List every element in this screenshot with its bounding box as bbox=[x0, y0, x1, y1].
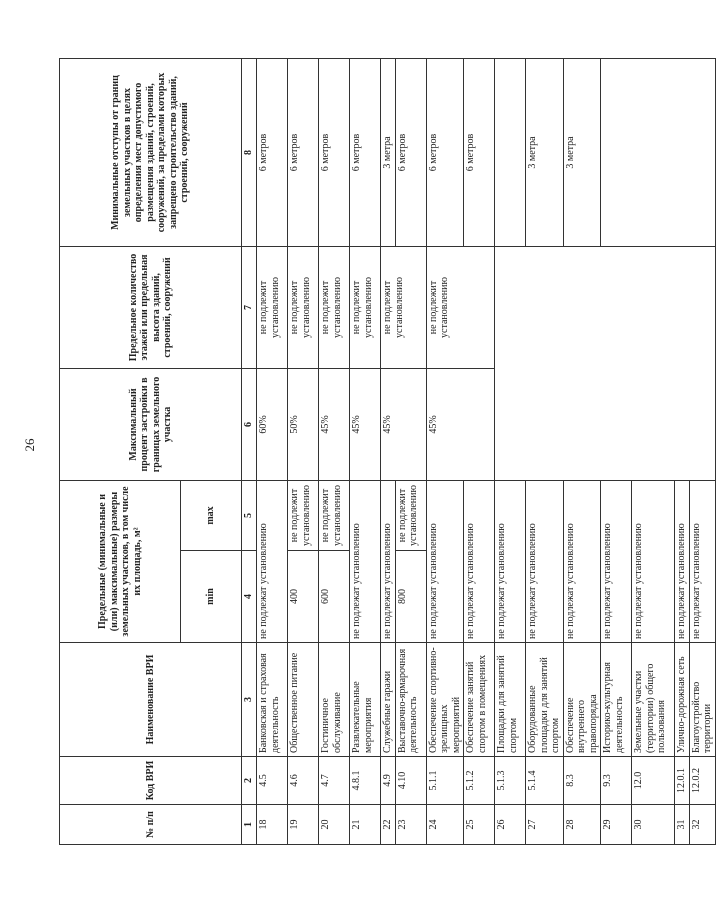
cell-pct: 50% bbox=[288, 368, 319, 480]
column-number-row bbox=[242, 58, 257, 844]
cell-name: Обеспечение спортивно-зрелищных мероприятий bbox=[426, 643, 464, 757]
cell-setback: 3 метра bbox=[381, 58, 396, 246]
cell-setback: 6 метров bbox=[395, 58, 426, 246]
cell-setback: 6 метров bbox=[319, 58, 350, 246]
cell-size: не подлежат установлению bbox=[601, 480, 632, 642]
cell-name: Общественное питание bbox=[288, 643, 319, 757]
cell-no: 29 bbox=[601, 805, 632, 845]
cell-floors: не подлежит установлению bbox=[319, 246, 350, 368]
table-row bbox=[495, 58, 526, 844]
col-number: 1 bbox=[242, 805, 257, 845]
header-setback: Минимальные отступы от границ земельных участков в целях определения мест допустимого размещения зданий, строений, сооружений, за пределами которых запрещено строительство зданий, строений, сооружений bbox=[60, 58, 242, 246]
col-number: 5 bbox=[242, 480, 257, 550]
col-number: 7 bbox=[242, 246, 257, 368]
cell-empty bbox=[495, 246, 716, 480]
cell-name: Развлекательные мероприятия bbox=[350, 643, 381, 757]
cell-name: Выставочно-ярмарочная деятельность bbox=[395, 643, 426, 757]
cell-code: 12.0 bbox=[632, 757, 675, 805]
col-number: 3 bbox=[242, 643, 257, 757]
table-row bbox=[319, 58, 350, 844]
cell-min: 800 bbox=[395, 551, 426, 643]
cell-no: 18 bbox=[257, 805, 288, 845]
cell-name: Благоустройство территории bbox=[689, 643, 715, 757]
cell-size: не подлежат установлению bbox=[464, 480, 495, 642]
cell-size: не подлежат установлению bbox=[675, 480, 690, 642]
cell-floors: не подлежит установлению bbox=[288, 246, 319, 368]
cell-name: Улично-дорожная сеть bbox=[675, 643, 690, 757]
cell-floors: не подлежит установлению bbox=[350, 246, 381, 368]
cell-no: 32 bbox=[689, 805, 715, 845]
cell-code: 4.8.1 bbox=[350, 757, 381, 805]
cell-code: 5.1.1 bbox=[426, 757, 464, 805]
cell-name: Историко-культурная деятельность bbox=[601, 643, 632, 757]
cell-no: 26 bbox=[495, 805, 526, 845]
cell-name: Обеспечение занятий спортом в помещениях bbox=[464, 643, 495, 757]
header-no: № п/п bbox=[60, 805, 242, 845]
cell-code: 12.0.1 bbox=[675, 757, 690, 805]
cell-no: 25 bbox=[464, 805, 495, 845]
cell-size: не подлежат установлению bbox=[495, 480, 526, 642]
col-number: 2 bbox=[242, 757, 257, 805]
cell-pct: 45% bbox=[381, 368, 427, 480]
table-row bbox=[257, 58, 288, 844]
cell-floors: не подлежит установлению bbox=[257, 246, 288, 368]
cell-code: 4.10 bbox=[395, 757, 426, 805]
cell-name: Площадки для занятий спортом bbox=[495, 643, 526, 757]
header-max: max bbox=[181, 480, 242, 550]
cell-name: Гостиничное обслуживание bbox=[319, 643, 350, 757]
cell-code: 5.1.4 bbox=[526, 757, 564, 805]
col-number: 4 bbox=[242, 551, 257, 643]
header-size: Предельные (минимальные и (или) максимальные) размеры земельных участков, в том числе их площадь, м² bbox=[60, 480, 181, 642]
cell-setback: 6 метров bbox=[464, 58, 495, 246]
cell-max: не подлежит установлению bbox=[395, 480, 426, 550]
header-row bbox=[60, 58, 181, 844]
cell-code: 9.3 bbox=[601, 757, 632, 805]
header-floors: Предельное количество этажей или предельная высота зданий, строений, сооружений bbox=[60, 246, 242, 368]
cell-no: 19 bbox=[288, 805, 319, 845]
cell-size: не подлежат установлению bbox=[257, 480, 288, 642]
col-number: 6 bbox=[242, 368, 257, 480]
table-row bbox=[426, 58, 464, 844]
cell-name: Оборудованные площадки для занятий спортом bbox=[526, 643, 564, 757]
cell-name: Служебные гаражи bbox=[381, 643, 396, 757]
cell-setback: 6 метров bbox=[350, 58, 381, 246]
cell-no: 31 bbox=[675, 805, 690, 845]
cell-pct: 45% bbox=[350, 368, 381, 480]
cell-setback: 3 метра bbox=[526, 58, 564, 246]
cell-size: не подлежат установлению bbox=[689, 480, 715, 642]
rotated-table-wrapper bbox=[59, 59, 713, 845]
cell-setback: 6 метров bbox=[288, 58, 319, 246]
header-name: Наименование ВРИ bbox=[60, 643, 242, 757]
cell-size: не подлежат установлению bbox=[526, 480, 564, 642]
cell-no: 20 bbox=[319, 805, 350, 845]
cell-code: 4.6 bbox=[288, 757, 319, 805]
cell-size: не подлежат установлению bbox=[426, 480, 464, 642]
cell-no: 24 bbox=[426, 805, 464, 845]
cell-pct: 45% bbox=[426, 368, 495, 480]
cell-code: 8.3 bbox=[563, 757, 601, 805]
cell-code: 12.0.2 bbox=[689, 757, 715, 805]
cell-floors: не подлежит установлению bbox=[381, 246, 427, 368]
cell-name: Банковская и страховая деятельность bbox=[257, 643, 288, 757]
cell-name: Обеспечение внутреннего правопорядка bbox=[563, 643, 601, 757]
cell-size: не подлежат установлению bbox=[563, 480, 601, 642]
header-code: Код ВРИ bbox=[60, 757, 242, 805]
cell-code: 5.1.3 bbox=[495, 757, 526, 805]
header-pct: Максимальный процент застройки в границах земельного участка bbox=[60, 368, 242, 480]
cell-pct: 60% bbox=[257, 368, 288, 480]
cell-empty bbox=[495, 58, 526, 246]
cell-no: 30 bbox=[632, 805, 675, 845]
cell-size: не подлежат установлению bbox=[632, 480, 675, 642]
cell-code: 4.7 bbox=[319, 757, 350, 805]
cell-code: 4.9 bbox=[381, 757, 396, 805]
cell-no: 27 bbox=[526, 805, 564, 845]
cell-empty bbox=[601, 58, 716, 246]
cell-no: 21 bbox=[350, 805, 381, 845]
cell-no: 22 bbox=[381, 805, 396, 845]
cell-setback: 3 метра bbox=[563, 58, 601, 246]
vri-table bbox=[59, 58, 716, 845]
cell-size: не подлежат установлению bbox=[350, 480, 381, 642]
cell-min: 400 bbox=[288, 551, 319, 643]
cell-code: 4.5 bbox=[257, 757, 288, 805]
cell-setback: 6 метров bbox=[426, 58, 464, 246]
col-number: 8 bbox=[242, 58, 257, 246]
cell-max: не подлежит установлению bbox=[319, 480, 350, 550]
cell-pct: 45% bbox=[319, 368, 350, 480]
cell-name: Земельные участки (территории) общего пользования bbox=[632, 643, 675, 757]
header-min: min bbox=[181, 551, 242, 643]
page-number: 26 bbox=[22, 438, 37, 452]
cell-floors: не подлежит установлению bbox=[426, 246, 495, 368]
table-row bbox=[350, 58, 381, 844]
cell-no: 28 bbox=[563, 805, 601, 845]
cell-code: 5.1.2 bbox=[464, 757, 495, 805]
table-row bbox=[288, 58, 319, 844]
table-row bbox=[381, 58, 396, 844]
cell-no: 23 bbox=[395, 805, 426, 845]
cell-min: 600 bbox=[319, 551, 350, 643]
cell-max: не подлежит установлению bbox=[288, 480, 319, 550]
cell-setback: 6 метров bbox=[257, 58, 288, 246]
cell-size: не подлежат установлению bbox=[381, 480, 396, 642]
